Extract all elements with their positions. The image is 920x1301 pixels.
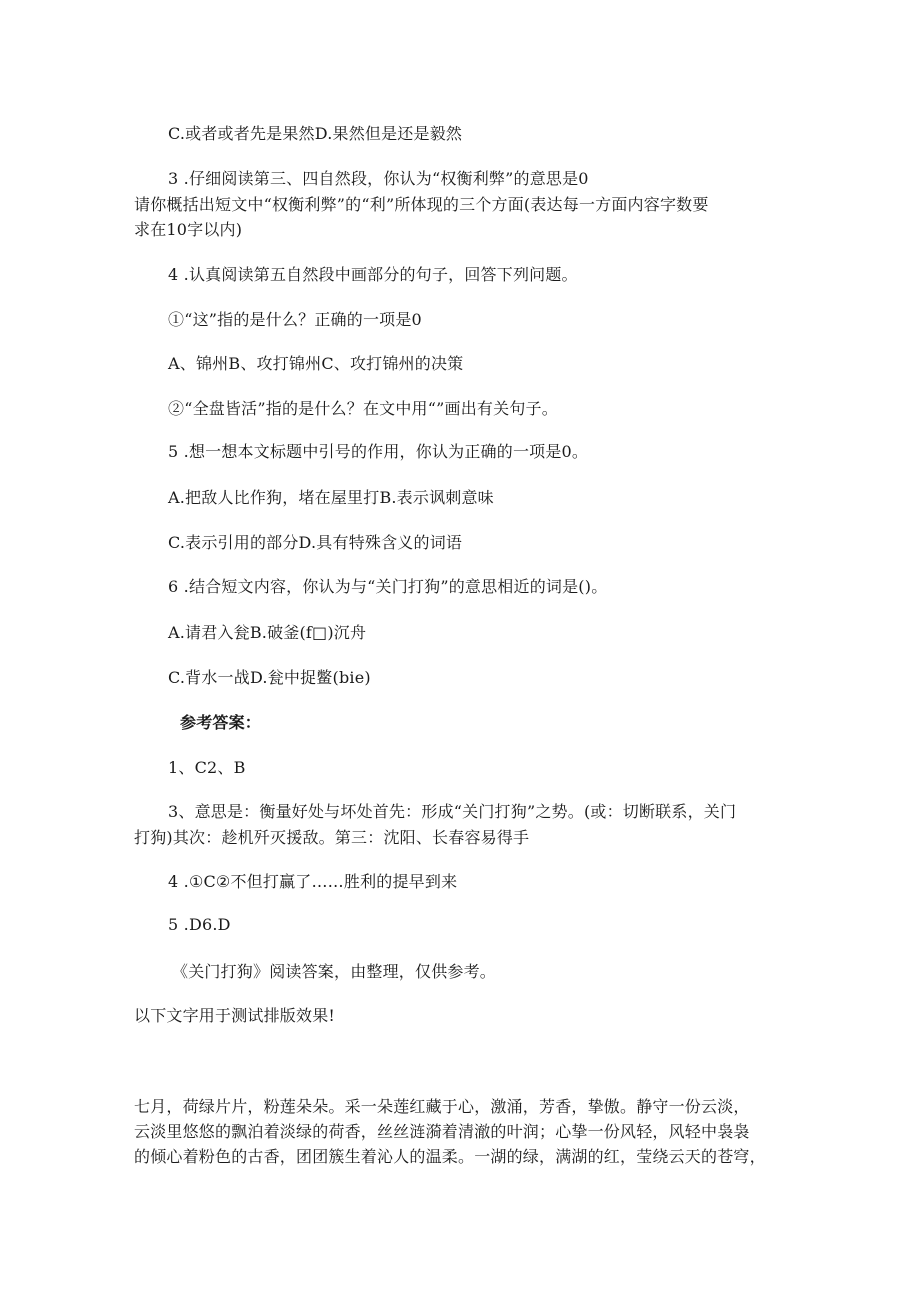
text-line-options-c-d: C.或者或者先是果然D.果然但是还是毅然 <box>168 124 463 143</box>
test-layout-note: 以下文字用于测试排版效果! <box>134 1006 336 1025</box>
question-6-options-a-b: A.请君入瓮B.破釜(f□)沉舟 <box>168 623 367 642</box>
question-3: 3 .仔细阅读第三、四自然段，你认为“权衡利弊”的意思是0 <box>168 169 589 188</box>
question-3-instruction-cont: 求在10字以内) <box>134 220 243 239</box>
question-4-part-1: ①“这”指的是什么？正确的一项是0 <box>168 310 422 329</box>
answer-1-2: 1、C2、B <box>168 758 246 777</box>
question-4-part-2: ②“全盘皆活”指的是什么？在文中用“”画出有关句子。 <box>168 399 558 418</box>
question-4-options: A、锦州B、攻打锦州C、攻打锦州的决策 <box>168 354 464 373</box>
source-note: 《关门打狗》阅读答案，由整理，仅供参考。 <box>172 962 497 981</box>
question-5: 5 .想一想本文标题中引号的作用，你认为正确的一项是0。 <box>168 442 589 461</box>
question-5-options-c-d: C.表示引用的部分D.具有特殊含义的词语 <box>168 533 463 552</box>
answer-4: 4 .①C②不但打赢了……胜利的提早到来 <box>168 872 458 891</box>
answer-5-6: 5 .D6.D <box>168 915 231 934</box>
prose-line-2: 云淡里悠悠的飘泊着淡绿的荷香，丝丝涟漪着清澈的叶润；心挚一份风轻，风轻中袅袅 <box>134 1122 750 1141</box>
answer-3: 3、意思是：衡量好处与坏处首先：形成“关门打狗”之势。(或：切断联系，关门 <box>168 802 737 821</box>
answer-3-cont: 打狗)其次：趁机歼灭援敌。第三：沈阳、长春容易得手 <box>134 828 530 847</box>
question-6: 6 .结合短文内容，你认为与“关门打狗”的意思相近的词是()。 <box>168 577 608 596</box>
question-6-options-c-d: C.背水一战D.瓮中捉鳖(bie) <box>168 668 371 687</box>
answers-heading: 参考答案： <box>180 713 262 732</box>
question-3-instruction: 请你概括出短文中“权衡利弊”的“利”所体现的三个方面(表达每一方面内容字数要 <box>134 195 709 214</box>
prose-line-1: 七月，荷绿片片，粉莲朵朵。采一朵莲红藏于心，激涌，芳香，挚傲。静守一份云淡， <box>134 1097 750 1116</box>
prose-line-3: 的倾心着粉色的古香，团团簇生着沁人的温柔。一湖的绿，满湖的红，莹绕云天的苍穹， <box>134 1147 766 1166</box>
question-5-options-a-b: A.把敌人比作狗，堵在屋里打B.表示讽刺意味 <box>168 488 494 507</box>
question-4: 4 .认真阅读第五自然段中画部分的句子，回答下列问题。 <box>168 265 578 284</box>
